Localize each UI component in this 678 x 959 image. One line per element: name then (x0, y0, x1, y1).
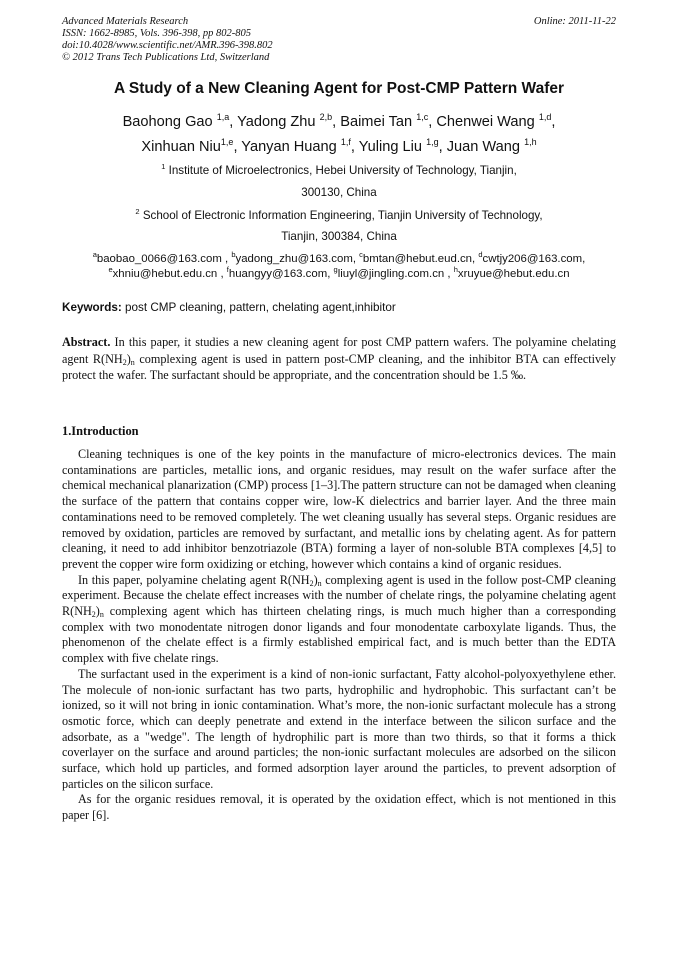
author-line-1: Baohong Gao $^{1,a}$, Yadong Zhu $^{2,b}$, Baimei Tan $^{1,c}$, Chenwei Wang $^{1,d}$, (122, 112, 556, 130)
author-name: Yanyan Huang (241, 139, 337, 155)
email-tag: e (108, 265, 113, 274)
author-name: Xinhuan Niu (141, 139, 221, 155)
paper-title: A Study of a New Cleaning Agent for Post-CMP Pattern Wafer (113, 80, 565, 97)
introduction-body (62, 447, 616, 824)
abstract-label: Abstract. (62, 335, 111, 349)
author-line-2: Xinhuan Niu$^{1,e}$, Yanyan Huang $^{1,f}$, Yuling Liu $^{1,g}$, Juan Wang $^{1,h}$ (141, 137, 537, 155)
author-affiliation: 1,f (340, 137, 351, 147)
author-affiliation: 2,b (319, 112, 333, 122)
email-tag: f (226, 265, 229, 274)
journal-header (62, 16, 616, 64)
subscript: 2 (122, 357, 127, 367)
author-affiliation: 1,d (538, 112, 552, 122)
online-date: Online: 2011-11-22 (533, 16, 616, 27)
email-link[interactable]: liuyl@jingling.com.cn (337, 268, 445, 280)
journal-name: Advanced Materials Research (62, 16, 189, 27)
paragraph-text: ) (95, 604, 100, 619)
email-link[interactable]: xhniu@hebut.edu.cn (112, 268, 218, 280)
paragraph: Cleaning techniques is one of the key points in the manufacture of micro-electronics devices. The main contaminations are particles, metallic ions, and organic residues, may result on the wafer surface after the chemical mechanical planarization (CMP) process [1–3].The pattern structure can not be damaged when cleaning the surface of the pattern that contains copper wire, low-K dielectrics and barrier layer. And the three main contaminations need to be removed completely. The wet cleaning usually has several steps. Organic residues are removed by oxidation, particles are removed by surfactant, and metallic ions by chelating agent. As for pattern cleaning, it need to add inhibitor benzotriazole (BTA) forming a layer of non-soluble BTA complexes [4,5] to prevent the copper wire form oxidizing or etching, however which contains a kind of organic residues. (62, 447, 616, 571)
email-tag: d (478, 250, 483, 259)
email-link[interactable]: cwtjy206@163.com (482, 253, 583, 265)
abstract-text: complexing agent is used in pattern post-CMP cleaning, and the inhibitor BTA can effectively protect the wafer. The surfactant should be appropriate, and the concentration should be 1.5 ‰. (62, 351, 617, 382)
affiliation-2 (0, 209, 678, 222)
author-name: Yuling Liu (358, 139, 423, 155)
email-tag: a (92, 250, 97, 259)
subscript: n (130, 357, 135, 367)
subscript: 2 (91, 610, 96, 620)
email-tag: h (453, 265, 458, 274)
affiliation-text: Institute of Microelectronics, Hebei University of Technology, Tianjin, (168, 164, 517, 177)
author-name: Baimei Tan (340, 114, 413, 130)
paragraph-text: complexing agent which has thirteen chelating rings, is much much higher than a corresponding complex with two monodentate nitrogen donor ligands and four monodentate carboxylate ligands. Thus, the phenomenon of the chelate effect is a firmly established empirical fact, and is much better than the EDTA complex with five chelate rings. (62, 604, 616, 666)
affiliation-number: 2 (135, 207, 140, 216)
abstract (62, 334, 616, 384)
author-affiliation: 1,c (416, 112, 429, 122)
subscript: n (317, 578, 322, 588)
email-link[interactable]: huangyy@163.com (228, 268, 328, 280)
keywords-label: Keywords: (62, 301, 122, 314)
email-link[interactable]: bmtan@hebut.eud.cn (362, 253, 473, 265)
email-tag: b (231, 250, 236, 259)
doi-line[interactable]: doi:10.4028/www.scientific.net/AMR.396-398.802 (62, 40, 273, 51)
affiliation-1-cont: 300130, China (301, 186, 377, 199)
section-heading: 1.Introduction (62, 424, 139, 438)
keywords-text: post CMP cleaning, pattern, chelating agent,inhibitor (125, 301, 396, 314)
author-name: Chenwei Wang (436, 114, 535, 130)
affiliation-1 (0, 164, 678, 177)
subscript: n (99, 610, 104, 620)
email-tag: g (333, 265, 338, 274)
affiliation-2-cont: Tianjin, 300384, China (281, 230, 397, 243)
subscript: 2 (309, 578, 314, 588)
paragraph-text: In this paper, polyamine chelating agent R(NH (78, 572, 310, 587)
email-link[interactable]: xruyue@hebut.edu.cn (457, 268, 570, 280)
email-link[interactable]: yadong_zhu@163.com (235, 253, 353, 265)
author-name: Baohong Gao (122, 114, 213, 130)
abstract-text: In this paper, it studies a new cleaning agent for post CMP pattern wafers. The polyamine chelating agent R(NH (62, 335, 616, 366)
author-name: Juan Wang (446, 139, 520, 155)
copyright-line: © 2012 Trans Tech Publications Ltd, Switzerland (62, 52, 270, 63)
author-name: Yadong Zhu (237, 114, 316, 130)
paragraph: The surfactant used in the experiment is a kind of non-ionic surfactant, Fatty alcohol-polyoxyethylene ether. The molecule of non-ionic surfactant has two parts, hydrophilic and hydrophobic. This surfactant can’t be ionized, so it will not bring in ionic contamination. What’s more, the non-ionic surfactant molecule has a strong osmotic force, which can deeply penetrate and extend in the interface between the silicon surface and the adsorbate, as a "wedge". The length of hydrophilic part is more than two thirds, so that it forms a thick coverlayer on the surface and around particles; the non-ionic surfactant molecules are adsorbed on the silicon surface, which hold up particles, and formed adsorption layer around the particles, to prevent adsorption of particles on the silicon surface. (62, 666, 616, 791)
issn-line: ISSN: 1662-8985, Vols. 396-398, pp 802-805 (62, 28, 251, 39)
author-affiliation: 1,g (426, 137, 439, 147)
paragraph (62, 573, 616, 667)
paragraph: As for the organic residues removal, it is operated by the oxidation effect, which is not mentioned in this paper [6]. (62, 792, 616, 823)
author-affiliation: 1,e (220, 137, 234, 147)
email-line-1: $^a$baobao_0066@163.com , $^b$yadong_zhu@163.com, $^c$bmtan@hebut.eud.cn, $^d$cwtjy206@163.com, (92, 250, 586, 265)
paragraph-text: ) (313, 572, 318, 587)
email-tag: c (359, 250, 363, 259)
author-affiliation: 1,a (216, 112, 230, 122)
affiliation-text: School of Electronic Information Engineering, Tianjin University of Technology, (142, 209, 543, 222)
keywords (62, 301, 616, 314)
email-link[interactable]: baobao_0066@163.com (96, 253, 222, 265)
affiliation-number: 1 (161, 162, 166, 171)
email-line-2: $^e$xhniu@hebut.edu.cn , $^f$huangyy@163.com, $^g$liuyl@jingling.com.cn , $^h$xruyue@hebut.edu.cn (108, 265, 570, 280)
author-affiliation: 1,h (524, 137, 537, 147)
abstract-text: ) (126, 351, 131, 366)
paragraph-text: complexing agent is used in the follow post-CMP cleaning experiment. Because the chelate effect increases with the number of chelate rings, the polyamine chelating agent R(NH (62, 572, 616, 619)
